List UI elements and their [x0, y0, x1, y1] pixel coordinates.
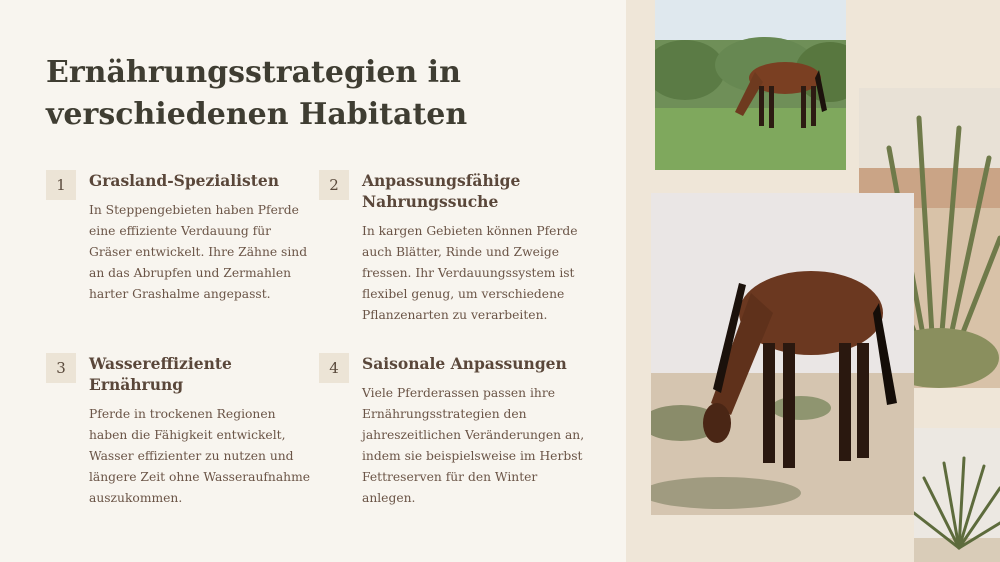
item-number-badge: 1 — [46, 170, 76, 200]
yucca-plant-photo — [914, 428, 1000, 562]
item-title: Saisonale Anpassungen — [362, 354, 567, 373]
item-text: In Steppengebieten haben Pferde eine effiziente Verdauung für Gräser entwickelt. Ihre Zähne sind an das Abrupfen und Zermahlen harter Grashalme angepasst. — [89, 203, 308, 301]
item-text: Viele Pferderassen passen ihre Ernährungsstrategien den jahreszeitlichen Veränderungen an, indem sie beispielsweise im Herbst Fettreserven für den Winter anlegen. — [362, 386, 585, 505]
item-title: Grasland-Spezialisten — [89, 171, 280, 190]
item-number-badge: 3 — [46, 353, 76, 383]
item-number-badge: 2 — [319, 170, 349, 200]
item-title: Anpassungsfähige Nahrungssuche — [362, 171, 521, 211]
page-title: Ernährungsstrategien in verschiedenen Habitaten — [46, 55, 468, 132]
grassland-horse-photo — [655, 0, 846, 170]
image-collage — [626, 0, 1000, 562]
item-text: In kargen Gebieten können Pferde auch Blätter, Rinde und Zweige fressen. Ihr Verdauungssystem ist flexibel genug, um verschiedene Pflanzenarten zu verarbeiten. — [362, 224, 578, 322]
item-text: Pferde in trockenen Regionen haben die Fähigkeit entwickelt, Wasser effizienter zu nutzen und längere Zeit ohne Wasseraufnahme auszukommen. — [89, 407, 311, 505]
desert-horse-photo — [651, 193, 914, 515]
item-title: Wassereffiziente Ernährung — [89, 354, 232, 394]
item-number-badge: 4 — [319, 353, 349, 383]
